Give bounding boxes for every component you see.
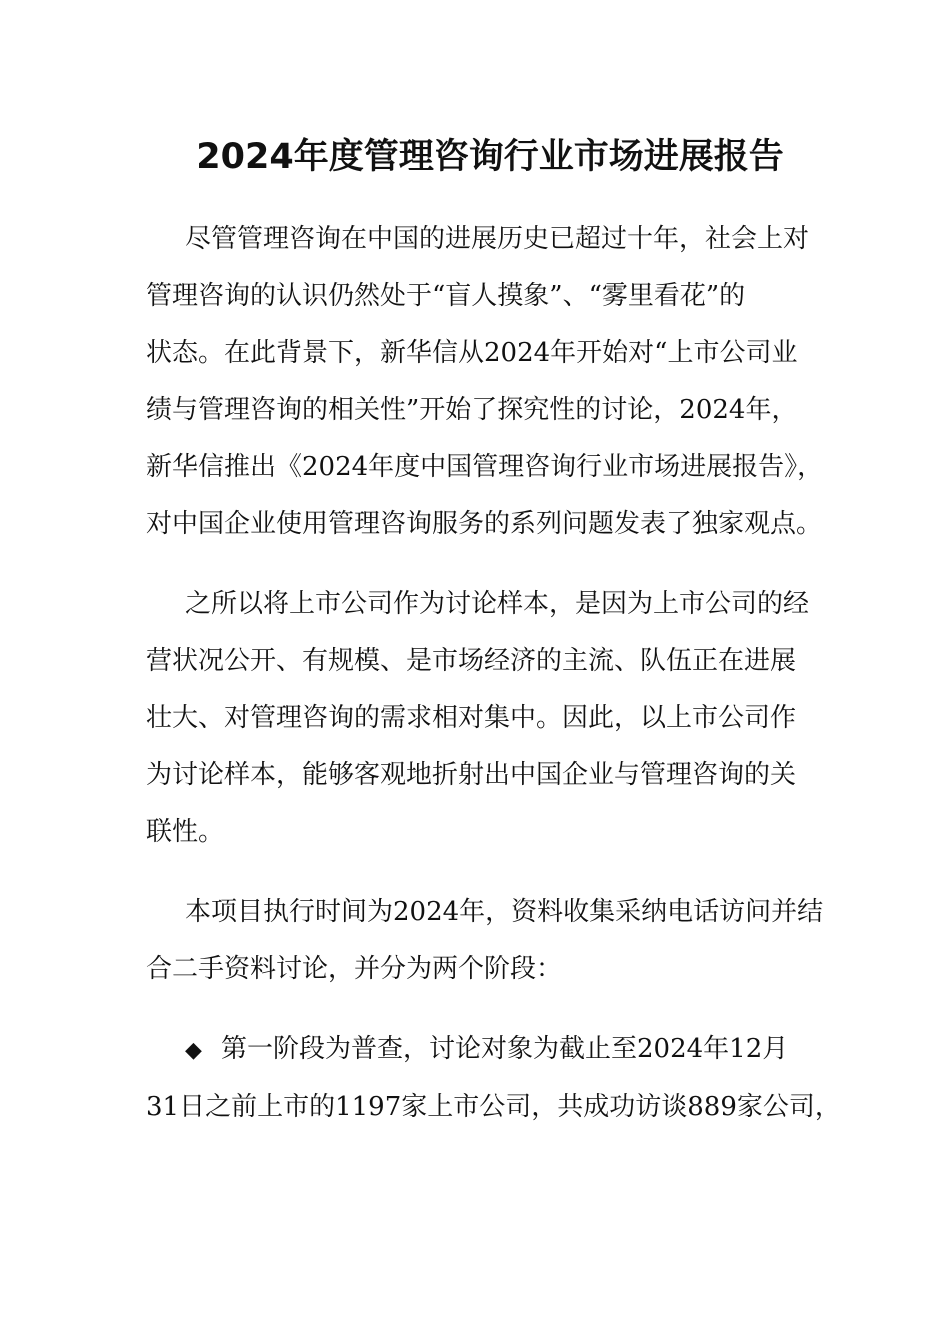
paragraph-2-line-4: 为讨论样本，能够客观地折射出中国企业与管理咨询的关	[146, 760, 797, 790]
paragraph-1-line-6: 对中国企业使用管理咨询服务的系列问题发表了独家观点。	[146, 509, 823, 539]
paragraph-2-line-5: 联性。	[146, 817, 225, 847]
paragraph-2-line-2: 营状况公开、有规模、是市场经济的主流、队伍正在进展	[146, 646, 797, 676]
bullet-1-line-1	[185, 1031, 788, 1067]
paragraph-2-line-3: 壮大、对管理咨询的需求相对集中。因此，以上市公司作	[146, 703, 797, 733]
paragraph-1-line-5: 新华信推出《2024年度中国管理咨询行业市场进展报告》，	[146, 452, 824, 482]
bullet-1-line-2: 31日之前上市的1197家上市公司，共成功访谈889家公司，	[146, 1092, 841, 1122]
paragraph-3-line-2: 合二手资料讨论，并分为两个阶段：	[146, 954, 563, 984]
paragraph-3-line-1: 本项目执行时间为2024年，资料收集采纳电话访问并结	[185, 897, 824, 927]
diamond-bullet-icon: ◆	[185, 1038, 202, 1063]
paragraph-1-line-4: 绩与管理咨询的相关性”开始了探究性的讨论，2024年，	[146, 395, 798, 425]
paragraph-1-line-2: 管理咨询的认识仍然处于“盲人摸象”、“雾里看花”的	[146, 281, 746, 311]
bullet-1-text-1: 第一阶段为普查，讨论对象为截止至2024年12月	[221, 1034, 789, 1064]
paragraph-1-line-3: 状态。在此背景下，新华信从2024年开始对“上市公司业	[146, 338, 798, 368]
paragraph-1-line-1: 尽管管理咨询在中国的进展历史已超过十年，社会上对	[185, 224, 810, 254]
paragraph-2-line-1: 之所以将上市公司作为讨论样本，是因为上市公司的经	[185, 589, 810, 619]
document-title: 2024年度管理咨询行业市场进展报告	[196, 137, 784, 177]
